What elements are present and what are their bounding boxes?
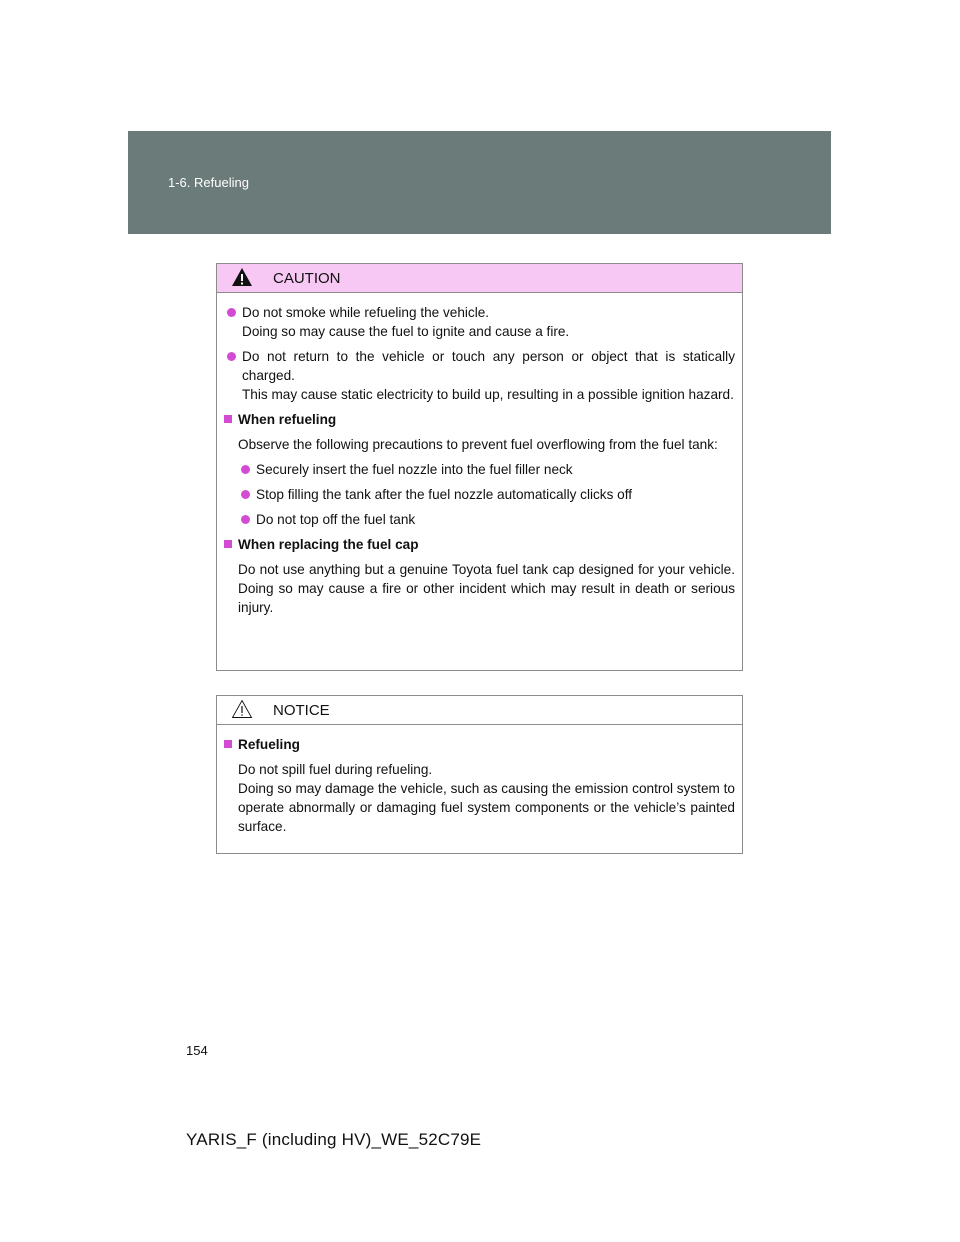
list-item [224, 347, 735, 404]
bullet-text: Do not smoke while refueling the vehicle. [242, 305, 490, 320]
sub-list [238, 460, 735, 529]
notice-header [217, 696, 742, 725]
bullet-icon [241, 515, 250, 524]
bullet-text: Doing so may cause the fuel to ignite and cause a fire. [242, 324, 570, 339]
warning-outline-icon [231, 699, 253, 719]
bullet-icon [227, 352, 236, 361]
subheading: Refueling [224, 735, 735, 754]
caution-title: CAUTION [273, 270, 341, 287]
page-number: 154 [186, 1043, 208, 1058]
subheading: When replacing the fuel cap [224, 535, 735, 554]
notice-box [216, 695, 743, 854]
footer-code: YARIS_F (including HV)_WE_52C79E [186, 1130, 482, 1149]
list-item [224, 303, 735, 341]
square-bullet-icon [224, 540, 232, 548]
square-bullet-icon [224, 415, 232, 423]
notice-title: NOTICE [273, 702, 330, 719]
header-bar [128, 131, 831, 234]
bullet-icon [227, 308, 236, 317]
paragraph: Do not spill fuel during refueling. Doing so may damage the vehicle, such as causing the emission control system to operate abnormally or damaging fuel system components or the vehicle’s painted surface. [238, 762, 735, 834]
paragraph: Observe the following precautions to prevent fuel overflowing from the fuel tank: [238, 437, 718, 452]
list-item: Securely insert the fuel nozzle into the fuel filler neck [238, 460, 735, 479]
caution-box [216, 263, 743, 671]
paragraph: Do not use anything but a genuine Toyota fuel tank cap designed for your vehicle. Doing so may cause a fire or other incident which may result in death or serious injury. [238, 562, 735, 615]
list-item: Stop filling the tank after the fuel nozzle automatically clicks off [238, 485, 735, 504]
caution-body [217, 293, 742, 617]
section-title: 1-6. Refueling [168, 175, 249, 190]
caution-header [217, 264, 742, 293]
bullet-icon [241, 490, 250, 499]
subheading: When refueling [224, 410, 735, 429]
list-item: Do not top off the fuel tank [238, 510, 735, 529]
notice-body [217, 725, 742, 836]
bullet-text: Do not return to the vehicle or touch any person or object that is statically charged. [242, 349, 735, 383]
bullet-text: This may cause static electricity to build up, resulting in a possible ignition hazard. [242, 387, 734, 402]
warning-filled-icon [231, 267, 253, 287]
square-bullet-icon [224, 740, 232, 748]
bullet-icon [241, 465, 250, 474]
